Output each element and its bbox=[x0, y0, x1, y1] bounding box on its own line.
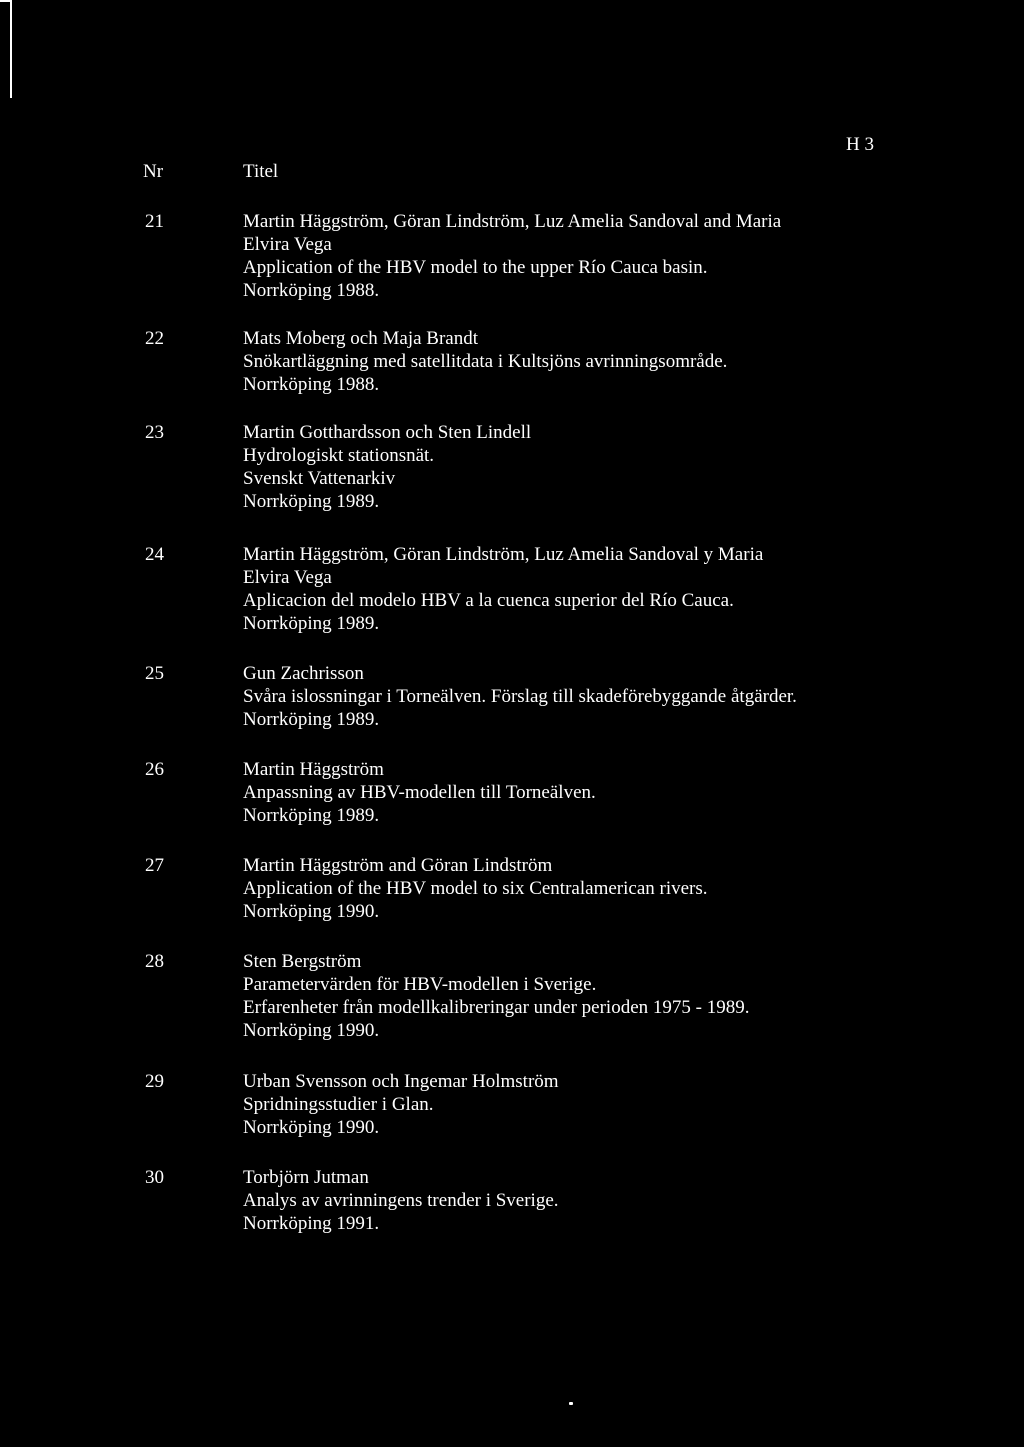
entry-number: 29 bbox=[145, 1071, 164, 1092]
entry-line: Hydrologiskt stationsnät. bbox=[243, 445, 435, 466]
entry-line: Norrköping 1990. bbox=[243, 1020, 380, 1041]
entry-line: Anpassning av HBV-modellen till Torneälven. bbox=[243, 782, 596, 803]
entry-line: Analys av avrinningens trender i Sverige. bbox=[243, 1190, 559, 1211]
entry-line: Norrköping 1991. bbox=[243, 1213, 380, 1234]
entry-number: 24 bbox=[145, 544, 164, 565]
entry-line: Norrköping 1990. bbox=[243, 901, 380, 922]
entry-text bbox=[243, 1166, 943, 1235]
entry-line: Norrköping 1989. bbox=[243, 709, 380, 730]
entry-text bbox=[243, 327, 943, 396]
entry-text bbox=[243, 950, 943, 1042]
entry-line: Norrköping 1989. bbox=[243, 491, 380, 512]
entry-line: Norrköping 1989. bbox=[243, 613, 380, 634]
entry-text bbox=[243, 758, 943, 827]
entry-line: Norrköping 1990. bbox=[243, 1117, 380, 1138]
entry-number: 23 bbox=[145, 422, 164, 443]
entry-text bbox=[243, 662, 943, 731]
entry-line: Application of the HBV model to the upper Río Cauca basin. bbox=[243, 257, 708, 278]
entry-line: Aplicacion del modelo HBV a la cuenca superior del Río Cauca. bbox=[243, 590, 734, 611]
entry-line: Svåra islossningar i Torneälven. Förslag till skadeförebyggande åtgärder. bbox=[243, 686, 797, 707]
entry-line: Elvira Vega bbox=[243, 567, 332, 588]
entry-text bbox=[243, 210, 943, 302]
entry-line: Norrköping 1988. bbox=[243, 280, 380, 301]
entry-line: Martin Gotthardsson och Sten Lindell bbox=[243, 422, 532, 443]
column-header-nr: Nr bbox=[143, 161, 164, 182]
entry-text bbox=[243, 854, 943, 923]
entry-number: 25 bbox=[145, 663, 164, 684]
entry-number: 27 bbox=[145, 855, 164, 876]
entry-line: Sten Bergström bbox=[243, 951, 362, 972]
entry-line: Mats Moberg och Maja Brandt bbox=[243, 328, 478, 349]
page-code: H 3 bbox=[846, 134, 874, 155]
entry-line: Martin Häggström, Göran Lindström, Luz Amelia Sandoval y Maria bbox=[243, 544, 764, 565]
entry-line: Urban Svensson och Ingemar Holmström bbox=[243, 1071, 559, 1092]
entry-line: Application of the HBV model to six Centralamerican rivers. bbox=[243, 878, 708, 899]
entry-line: Gun Zachrisson bbox=[243, 663, 364, 684]
entry-line: Svenskt Vattenarkiv bbox=[243, 468, 396, 489]
entry-line: Elvira Vega bbox=[243, 234, 332, 255]
entry-number: 21 bbox=[145, 211, 164, 232]
entry-text bbox=[243, 421, 943, 513]
entry-line: Erfarenheter från modellkalibreringar under perioden 1975 - 1989. bbox=[243, 997, 750, 1018]
entry-line: Martin Häggström, Göran Lindström, Luz Amelia Sandoval and Maria bbox=[243, 211, 782, 232]
entry-number: 28 bbox=[145, 951, 164, 972]
entry-text bbox=[243, 1070, 943, 1139]
column-header-titel: Titel bbox=[243, 161, 279, 182]
entry-text bbox=[243, 543, 943, 635]
entry-line: Norrköping 1989. bbox=[243, 805, 380, 826]
entry-number: 22 bbox=[145, 328, 164, 349]
entry-line: Norrköping 1988. bbox=[243, 374, 380, 395]
entry-line: Torbjörn Jutman bbox=[243, 1167, 369, 1188]
scan-speck bbox=[569, 1402, 573, 1405]
entry-number: 30 bbox=[145, 1167, 164, 1188]
entry-line: Martin Häggström and Göran Lindström bbox=[243, 855, 553, 876]
entry-number: 26 bbox=[145, 759, 164, 780]
entry-line: Parametervärden för HBV-modellen i Sverige. bbox=[243, 974, 597, 995]
entry-line: Snökartläggning med satellitdata i Kultsjöns avrinningsområde. bbox=[243, 351, 728, 372]
entry-line: Spridningsstudier i Glan. bbox=[243, 1094, 434, 1115]
entry-line: Martin Häggström bbox=[243, 759, 384, 780]
